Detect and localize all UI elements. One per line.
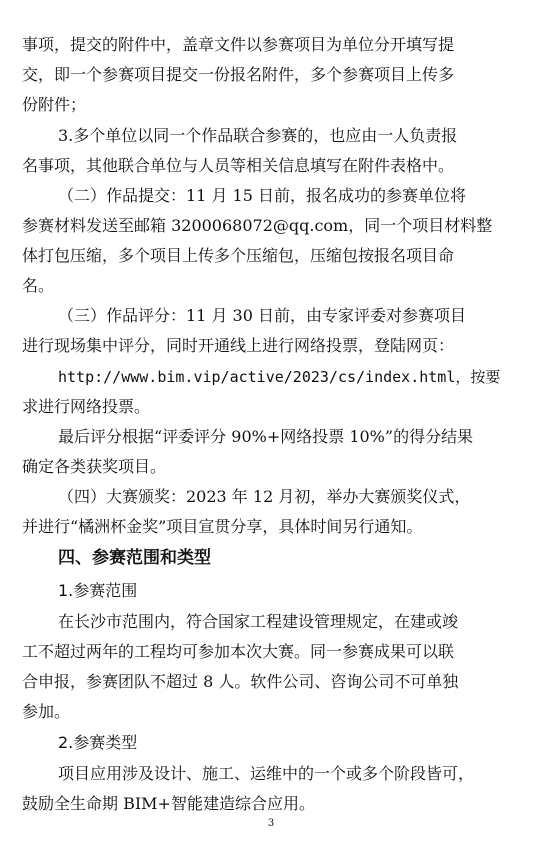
text-line: 参加。: [22, 702, 71, 721]
text-line: 事项，提交的附件中，盖章文件以参赛项目为单位分开填写提: [22, 35, 455, 54]
text-line: （三）作品评分：11 月 30 日前，由专家评委对参赛项目: [58, 306, 466, 325]
text-line: 3.多个单位以同一个作品联合参赛的，也应由一人负责报: [58, 126, 458, 145]
text-line: 名。: [22, 276, 55, 295]
section-heading: 四、参赛范围和类型: [58, 548, 211, 568]
text-line: 参赛材料发送至邮箱 3200068072@qq.com，同一个项目材料整: [22, 216, 493, 235]
text-line: 在长沙市范围内，符合国家工程建设管理规定，在建或竣: [58, 612, 459, 631]
text-line: （四）大赛颁奖：2023 年 12 月初，举办大赛颁奖仪式，: [58, 487, 471, 506]
text-line: 并进行“橘洲杯金奖”项目宣贯分享，具体时间另行通知。: [22, 517, 423, 536]
text-line: 体打包压缩，多个项目上传多个压缩包，压缩包按报名项目命: [22, 246, 455, 265]
text-line: 份附件；: [22, 95, 87, 114]
subsection-heading: 1.参赛范围: [58, 581, 138, 600]
page-number: 3: [267, 818, 275, 829]
text-line: 合申报，参赛团队不超过 8 人。软件公司、咨询公司不可单独: [22, 672, 459, 691]
text-line: （二）作品提交：11 月 15 日前，报名成功的参赛单位将: [58, 186, 466, 205]
subsection-heading: 2.参赛类型: [58, 733, 138, 752]
url-text: http://www.bim.vip/active/2023/cs/index.html，按要: [58, 368, 501, 386]
text-line: 名事项，其他联合单位与人员等相关信息填写在附件表格中。: [22, 156, 455, 175]
text-line: 最后评分根据“评委评分 90%+网络投票 10%”的得分结果: [58, 427, 474, 446]
text-line: 鼓励全生命期 BIM+智能建造综合应用。: [22, 794, 315, 813]
text-line: 工不超过两年的工程均可参加本次大赛。同一参赛成果可以联: [22, 642, 455, 661]
text-line: 项目应用涉及设计、施工、运维中的一个或多个阶段皆可，: [58, 764, 475, 783]
text-line: 确定各类获奖项目。: [22, 457, 167, 476]
text-line: 求进行网络投票。: [22, 397, 151, 416]
text-line: 进行现场集中评分，同时开通线上进行网络投票，登陆网页：: [22, 336, 455, 355]
text-line: 交，即一个参赛项目提交一份报名附件，多个参赛项目上传多: [22, 65, 455, 84]
